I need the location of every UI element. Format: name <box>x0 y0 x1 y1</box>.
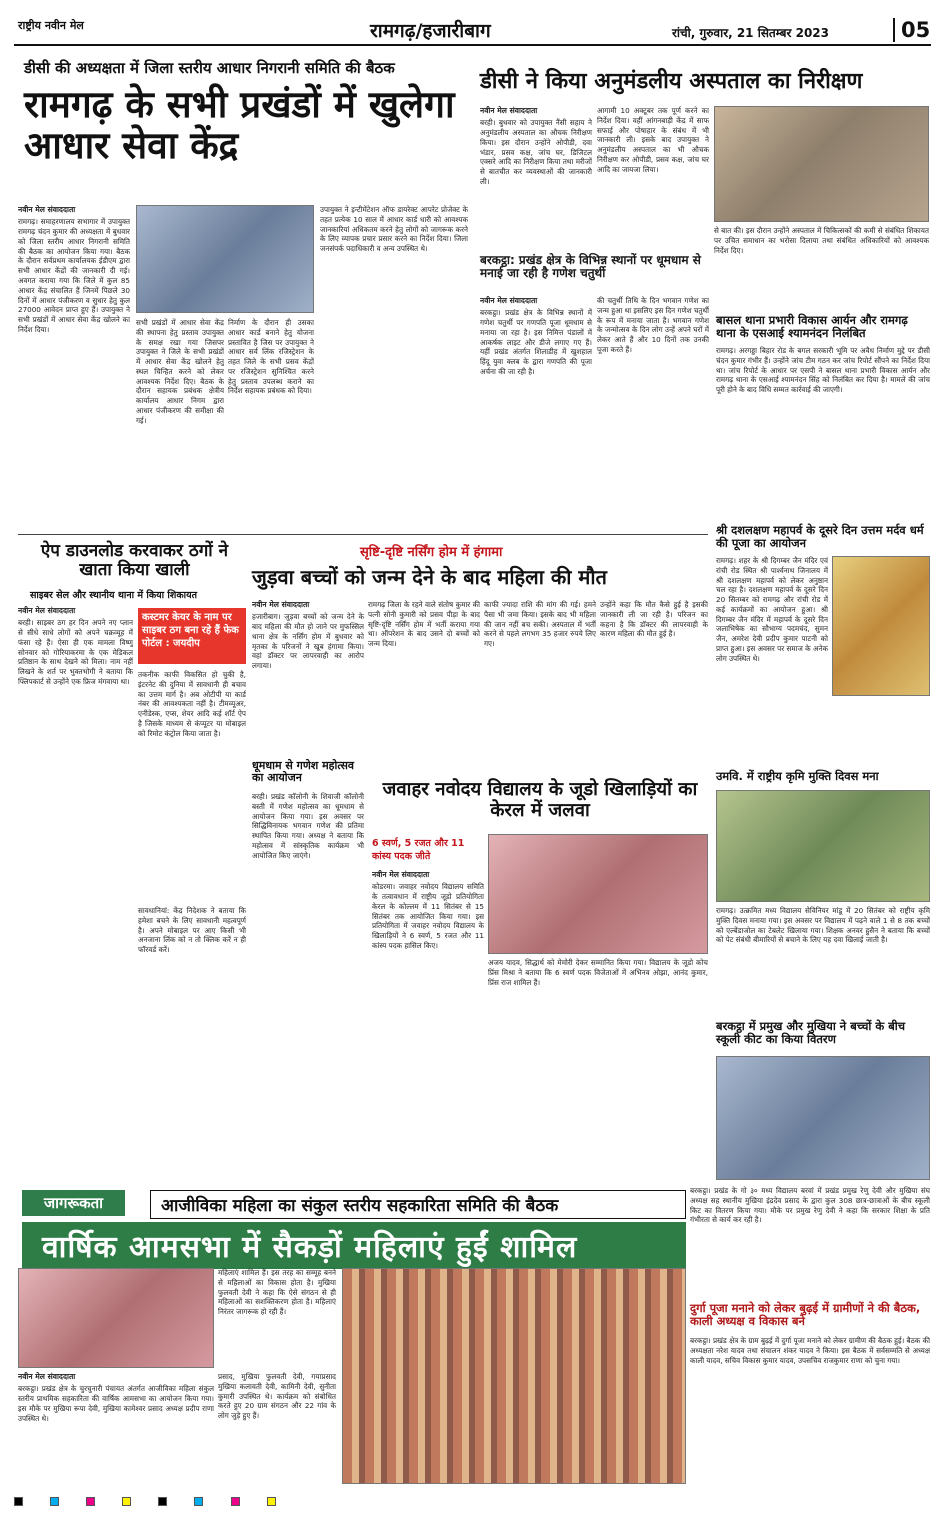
registration-swatch <box>86 1497 95 1506</box>
hospital-body-col1: नवीन मेल संवाददाता बरही। बुधवार को उपायुक्त नैंसी सहाय ने अनुमंडलीय अस्पताल का औचक निरीक्षण किया। इस दौरान उन्होंने ओपीडी, दवा भंडार, प्रसव कक्ष, जांच घर, डिजिटल एक्सरे आदि का निरीक्षण किया तथा मरीजों से बातचीत कर व्यवस्थाओं की जानकारी ली। <box>480 106 592 186</box>
worm-photo <box>716 790 930 902</box>
judo-body-col2: अजय यादव, सिद्धार्थ को मेमोरी देकर सम्मानित किया गया। विद्यालय के जूडो कोच प्रिंस मिश्रा ने बताया कि 6 स्वर्ण पदक विजेताओं में अभिनव ओझा, आनंद कुमार, प्रिंस राज शामिल हैं। <box>488 958 708 987</box>
jain-headline: श्री दशलक्षण महापर्व के दूसरे दिन उत्तम मर्दव धर्म की पूजा का आयोजन <box>716 523 924 550</box>
app-body-col3: सावधानियां: केंद्र निदेशक ने बताया कि हमेशा बचने के लिए सावधानी महत्वपूर्ण है। अपने मोबाइल पर आए किसी भी अनजाना लिंक को न तो क्लिक करें न ही फॉरवर्ड करें। <box>138 906 246 955</box>
twins-body-col2: रामगढ़ जिला के रहने वाले संतोष कुमार की पत्नी सोनी कुमारी को प्रसव पीड़ा के बाद सृष्टि-दृष्टि नर्सिंग होम में भर्ती कराया गया था। ऑपरेशन के बाद उसने दो बच्चों को जन्म दिया। <box>368 600 480 649</box>
jain-photo <box>832 556 930 696</box>
ganesh2-headline: धूमधाम से गणेश महोत्सव का आयोजन <box>252 759 355 785</box>
durga-headline: दुर्गा पूजा मनाने को लेकर बुढ़ई में ग्रामीणों ने की बैठक, काली अध्यक्ष व विकास बने <box>690 1301 921 1328</box>
judo-body-col1: नवीन मेल संवाददाता कोडरमा। जवाहर नवोदय विद्यालय समिति के तत्वावधान में राष्ट्रीय जूडो प्रतियोगिता केरल के कोल्लम में 11 सितंबर से 15 सितंबर तक आयोजित किया गया। इस प्रतियोगिता में जवाहर नवोदय विद्यालय के खिलाड़ियों ने 6 स्वर्ण, 5 रजत और 11 कांस्य पदक हासिल किए। <box>372 870 484 950</box>
hospital-body-col2: आगामी 10 अक्टूबर तक पूर्ण करने का निर्देश दिया। वहीं आंगनबाड़ी केंद्र में साफ सफाई और पोषाहार के संबंध में भी जानकारी ली। इसके बाद उपायुक्त ने अनुमंडलीय अस्पताल का भी औचक निरीक्षण कर ओपीडी, प्रसव कक्ष, जांच घर आदि का जायजा लिया। <box>597 106 709 174</box>
bottom-body-col3: महिलाएं शामिल हैं। इस तरह का सम्मूह बनने से महिलाओं का विकास होता है। मुखिया फुलवती देवी ने कहा कि ऐसे संगठन से ही महिलाओं का सशक्तिकरण होता है। महिलाएं निरंतर जागरूक हो रही हैं। <box>218 1268 336 1317</box>
registration-swatch <box>14 1497 23 1506</box>
hospital-body-col3: से बात की। इस दौरान उन्होंने अस्पताल में चिकित्सकों की कमी से संबंधित शिकायत पर उचित समाधान का भरोसा दिलाया तथा संबंधित अधिकारियों को आवश्यक निर्देश दिए। <box>714 226 929 255</box>
bag-photo <box>716 1056 930 1180</box>
hospital-photo <box>714 106 929 222</box>
lead-body-col3: निर्माण के दौरान ही उसका आधार कार्ड बनाने हेतु योजना प्रस्तावित है जिस पर उपायुक्त ने आधार सर्व लिंक रजिस्ट्रेशन के तहत जिले के सभी प्रसव केंद्रों पर रजिस्ट्रेशन सुनिश्चित करने हेतु प्रस्ताव उपलब्ध कराने का निर्देश सहायक प्रबंधक को दिया। <box>228 318 314 396</box>
basal-body: रामगढ़। अरगड्डा बिहार रोड के बगल सरकारी भूमि पर अवैध निर्माण मुद्दे पर डीसी चंदन कुमार गंभीर हैं। उन्होंने जांच टीम गठन कर जांच रिपोर्ट सौंपने का निर्देश दिया था। जांच रिपोर्ट के आधार पर एसपी ने बासल थाना प्रभारी विकास आर्यन और रामगढ़ थाना के एसआई श्यामनंदन सिंह को निलंबित कर दिया है। मामले की जांच पूरी होने के बाद विधि सम्मत कार्रवाई की जाएगी। <box>716 346 930 395</box>
worm-body: रामगढ़। उत्क्रमित मध्य विद्यालय सेविनियर मांडू में 20 सितंबर को राष्ट्रीय कृमि मुक्ति दिवस मनाया गया। इस अवसर पर विद्यालय में पढ़ने वाले 1 से 8 तक बच्चों को एल्बेंडाजोल का टेबलेट खिलाया गया। शिक्षक अनवर हुसैन ने बताया कि बच्चों को पेट संबंधी बीमारियों से बचाने के लिए यह दवा खिलाई जाती है। <box>716 906 930 945</box>
durga-body: बरकट्ठा। प्रखंड क्षेत्र के ग्राम बुढ़ई में दुर्गा पूजा मनाने को लेकर ग्रामीण की बैठक हुई। बैठक की अध्यक्षता नरेश यादव तथा संचालन शंकर यादव ने किया। इस बैठक में सर्वसम्मति से अध्यक्ष काली यादव, सचिव विकास कुमार यादव, उपसचिव राजकुमार राणा को चुना गया। <box>690 1336 930 1365</box>
bottom-photo-stage <box>18 1268 214 1368</box>
twins-kicker: सृष्टि-दृष्टि नर्सिंग होम में हंगामा <box>360 545 503 560</box>
judo-subheadline: 6 स्वर्ण, 5 रजत और 11 कांस्य पदक जीते <box>372 838 465 862</box>
bottom-body-col2: प्रसाद, मुखिया फुलवती देवी, गयाप्रसाद मुखिया कलावती देवी, कामिनी देवी, सुनीता कुमारी उपस्थित थे। कार्यक्रम को संबोधित करते हुए 20 ग्राम संगठन और 22 गांव के लोग जुड़े हुए हैं। <box>218 1372 336 1421</box>
lead-body-col4: उपायुक्त ने इन्टीमेंटेशन ऑफ डायरेक्ट आपरेट प्रोजेक्ट के तहत प्रत्येक 10 साल में आधार कार्ड धारी को आवश्यक जानकारियां अधिकतम करने हेतु लोगों को जागरूक करने के लिए व्यापक प्रचार प्रसार करने का निर्देश दिया। जिला जनसंपर्क पदाधिकारी व अन्य उपस्थित थे। <box>320 205 468 254</box>
ganesh-headline: बरकट्ठा: प्रखंड क्षेत्र के विभिन्न स्थानों पर धूमधाम से मनाई जा रही है गणेश चतुर्थी <box>480 253 701 281</box>
hospital-headline: डीसी ने किया अनुमंडलीय अस्पताल का निरीक्षण <box>480 69 863 94</box>
twins-headline: जुड़वा बच्चों को जन्म देने के बाद महिला की मौत <box>252 565 607 589</box>
lead-headline: रामगढ़ के सभी प्रखंडों में खुलेगा आधार सेवा केंद्र <box>24 83 455 168</box>
judo-photo <box>488 834 708 954</box>
ganesh2-body: बरही। प्रखंड कॉलोनी के शिवाजी कॉलोनी बस्ती में गणेश महोत्सव का धूमधाम से आयोजन किया गया। इस अवसर पर सिद्धिविनायक भगवान गणेश की प्रतिमा स्थापित किया गया। अध्यक्ष ने बताया कि महोत्सव में सांस्कृतिक कार्यक्रम भी आयोजित किए जाएंगे। <box>252 792 364 860</box>
section-title: रामगढ़/हजारीबाग <box>370 20 491 42</box>
bottom-body-col1: नवीन मेल संवाददाता बरकट्ठा। प्रखंड क्षेत्र के चुरचुनारी पंचायत अंतर्गत आजीविका महिला संकुल स्तरीय प्राथमिक सहकारिता की वार्षिक आमसभा का आयोजन किया गया। इस मौके पर मुखिया रूपा देवी, मुखिया कामेश्वर प्रसाद अध्यक्ष प्रदीप राणा उपस्थित थे। <box>18 1372 214 1423</box>
bag-body: बरकट्ठा। प्रखंड के गो ३० मध्य विद्यालय बरवां में प्रखंड प्रमुख रेणु देवी और मुखिया संघ अध्यक्ष सह स्थानीय मुखिया इंद्रदेव प्रसाद के द्वारा कुल 308 छात्र-छात्राओं के बीच स्कूली किट का वितरण किया गया। मौके पर प्रमुख रेणु देवी ने कहा कि सरकार शिक्षा के प्रति गंभीरता से कार्य कर रही है। <box>690 1186 930 1225</box>
jain-body: रामगढ़। शहर के श्री दिगम्बर जैन मंदिर एवं रांची रोड स्थित श्री पार्श्वनाथ जिनालय में श्री दशलक्षण महापर्व को लेकर अनुष्ठान चल रहा है। दशलक्षण महापर्व के दूसरे दिन 20 सितम्बर को रामगढ़ और रांची रोड में कई कार्यक्रमों का आयोजन हुआ। श्री दिगम्बर जैन मंदिर में महापर्व के दूसरे दिन जलाभिषेक का सौभाग्य पदमचंद, सुमन जैन, अमरेश देवी प्रदीप कुमार पाटनी को प्राप्त हुआ। इस अवसर पर समाज के अनेक लोग उपस्थित थे। <box>716 556 828 663</box>
registration-swatch <box>267 1497 276 1506</box>
registration-swatch <box>194 1497 203 1506</box>
lead-kicker: डीसी की अध्यक्षता में जिला स्तरीय आधार निगरानी समिति की बैठक <box>24 59 395 77</box>
lead-body-col1: नवीन मेल संवाददाता रामगढ़। समाहरणालय सभागार में उपायुक्त रामगढ़ चंदन कुमार की अध्यक्षता में बुधवार को जिला स्तरीय आधार निगरानी समिति की बैठक का आयोजन किया गया। बैठक के दौरान सर्वप्रथम कार्यालयक ईडीएम द्वारा सभी आधार केंद्रों की जानकारी दी गई। अवगत कराया गया कि जिले में कुल 85 आधार केंद्र संचालित हैं जिनमें पिछले 30 दिनों में आधार पंजीकरण व सुधार हेतु कुल 27000 आवेदन प्राप्त हुए हैं। उपायुक्त ने सभी प्रखंडों में आधार सेवा केंद्र खोलने का निर्देश दिया। <box>18 205 130 334</box>
judo-headline: जवाहर नवोदय विद्यालय के जूडो खिलाड़ियों का केरल में जलवा <box>382 779 698 821</box>
ganesh-body-col1: नवीन मेल संवाददाता बरकट्ठा। प्रखंड क्षेत्र के विभिन्न स्थानों में गणेश चतुर्थी पर गणपति पूजा धूमधाम से मनाया जा रहा है। इस निमित्त पंडालों में आकर्षक लाइट और डीजे लगाए गए हैं। यहीं प्रखंड अंतर्गत शिलाडीह में खुशहाल हिंदू युवा क्लब के द्वारा गणपति की पूजा अर्चना की जा रही है। <box>480 296 592 376</box>
twins-body-col3: काफी ज्यादा राशि की मांग की गई। हमने पैसा भी जमा किया। इसके बाद भी महिला की जान नहीं बच सकी। अस्पताल में भर्ती करने से पहले लगभग 35 हजार रुपये लिए गए। <box>484 600 596 649</box>
registration-swatch <box>158 1497 167 1506</box>
basal-headline: बासल थाना प्रभारी विकास आर्यन और रामगढ़ थाना के एसआई श्यामनंदन निलंबित <box>716 313 908 340</box>
edition-date: रांची, गुरुवार, 21 सितम्बर 2023 <box>672 26 830 40</box>
registration-swatch <box>50 1497 59 1506</box>
app-body-col1: नवीन मेल संवाददाता बरही। साइबर ठग हर दिन अपने नए प्लान से सीधे साधे लोगों को अपने चक्रव्यूह में फंसा रहे हैं। ऐसा ही एक मामला विष्णु सोनवार को गोरियाकरमा के एक मेडिकल प्रतिष्ठान के साथ देखने को मिला। नाम नहीं लिखने के शर्त पर भुक्तभोगी ने बताया कि फ्लिपकार्ट से उन्होंने एक फ्रिज मंगवाया था। <box>18 606 133 686</box>
app-pull-quote: कस्टमर केयर के नाम पर साइबर ठग बना रहे हैं फेक पोर्टल : जयदीप <box>138 608 246 664</box>
print-registration-strip <box>14 1491 931 1505</box>
bottom-photo-crowd <box>342 1268 686 1484</box>
twins-body-col4: उन्होंने कहा कि मौत कैसे हुई है इसकी जानकारी ली जा रही है। परिजन का कहना है कि डॉक्टर की लापरवाही के कारण महिला की मौत हुई है। <box>600 600 708 639</box>
brand-logo: राष्ट्रीय नवीन मेल <box>18 19 84 32</box>
lead-body-col2: सभी प्रखंडों में आधार सेवा केंद्र की स्थापना हेतु प्रस्ताव उपायुक्त के समक्ष रखा गया जिसपर उपायुक्त ने जिले के सभी प्रखंडों में आधार सेवा केंद्र खोलने हेतु स्थल चिन्हित करने को लेकर आवश्यक निर्देश दिए। बैठक के दौरान सहायक प्रबंधक क्षेत्रीय कार्यालय आधार निगम द्वारा आधार पंजीकरण की समीक्षा की गई। <box>136 318 224 425</box>
bag-headline: बरकट्ठा में प्रमुख और मुखिया ने बच्चों के बीच स्कूली कीट का किया वितरण <box>716 1019 906 1046</box>
registration-swatch <box>231 1497 240 1506</box>
lead-photo-meeting <box>136 205 314 313</box>
app-body-col2: तकनीक काफी विकसित हो चुकी है, इंटरनेट की दुनिया में सावधानी ही बचाव का उत्तम मार्ग है। अब ओटीपी या कार्ड नंबर की आवश्यकता नहीं है। टीमव्यूअर, एनीडेस्क, एप्स, शेयर आदि कई शॉर्ट ऐप है जिसके माध्यम से कंप्यूटर या मोबाइल को रिमोट कंट्रोल किया जाता है। <box>138 670 246 738</box>
awareness-tag: जागरूकता <box>22 1190 125 1216</box>
app-headline: ऐप डाउनलोड करवाकर ठगों ने खाता किया खाली <box>40 541 229 581</box>
page-number: 05 <box>893 18 930 42</box>
registration-swatch <box>122 1497 131 1506</box>
ganesh-body-col2: की चतुर्थी तिथि के दिन भगवान गणेश का जन्म हुआ था इसलिए इस दिन गणेश चतुर्थी के रूप में मनाया जाता है। भगवान गणेश के जन्मोत्सव के दिन लोग उन्हें अपने घरों में लेकर आते हैं और 10 दिनों तक उनकी पूजा करते हैं। <box>597 296 709 354</box>
bottom-kicker: आजीविका महिला का संकुल स्तरीय सहकारिता समिति की बैठक <box>150 1190 686 1219</box>
worm-headline: उमवि. में राष्ट्रीय कृमि मुक्ति दिवस मना <box>716 769 879 783</box>
app-subheadline: साइबर सेल और स्थानीय थाना में किया शिकायत <box>30 590 198 601</box>
twins-body-col1: नवीन मेल संवाददाता हजारीबाग। जुड़वा बच्चों को जन्म देने के बाद महिला की मौत हो जाने पर मुफस्सिल थाना क्षेत्र के नर्सिंग होम में बुधवार को मृतका के परिजनों ने खूब हंगामा किया। वहां डॉक्टर पर लापरवाही का आरोप लगाया। <box>252 600 364 671</box>
bottom-headline: वार्षिक आमसभा में सैकड़ों महिलाएं हुईं शामिल <box>22 1222 686 1269</box>
section-divider <box>18 534 708 535</box>
